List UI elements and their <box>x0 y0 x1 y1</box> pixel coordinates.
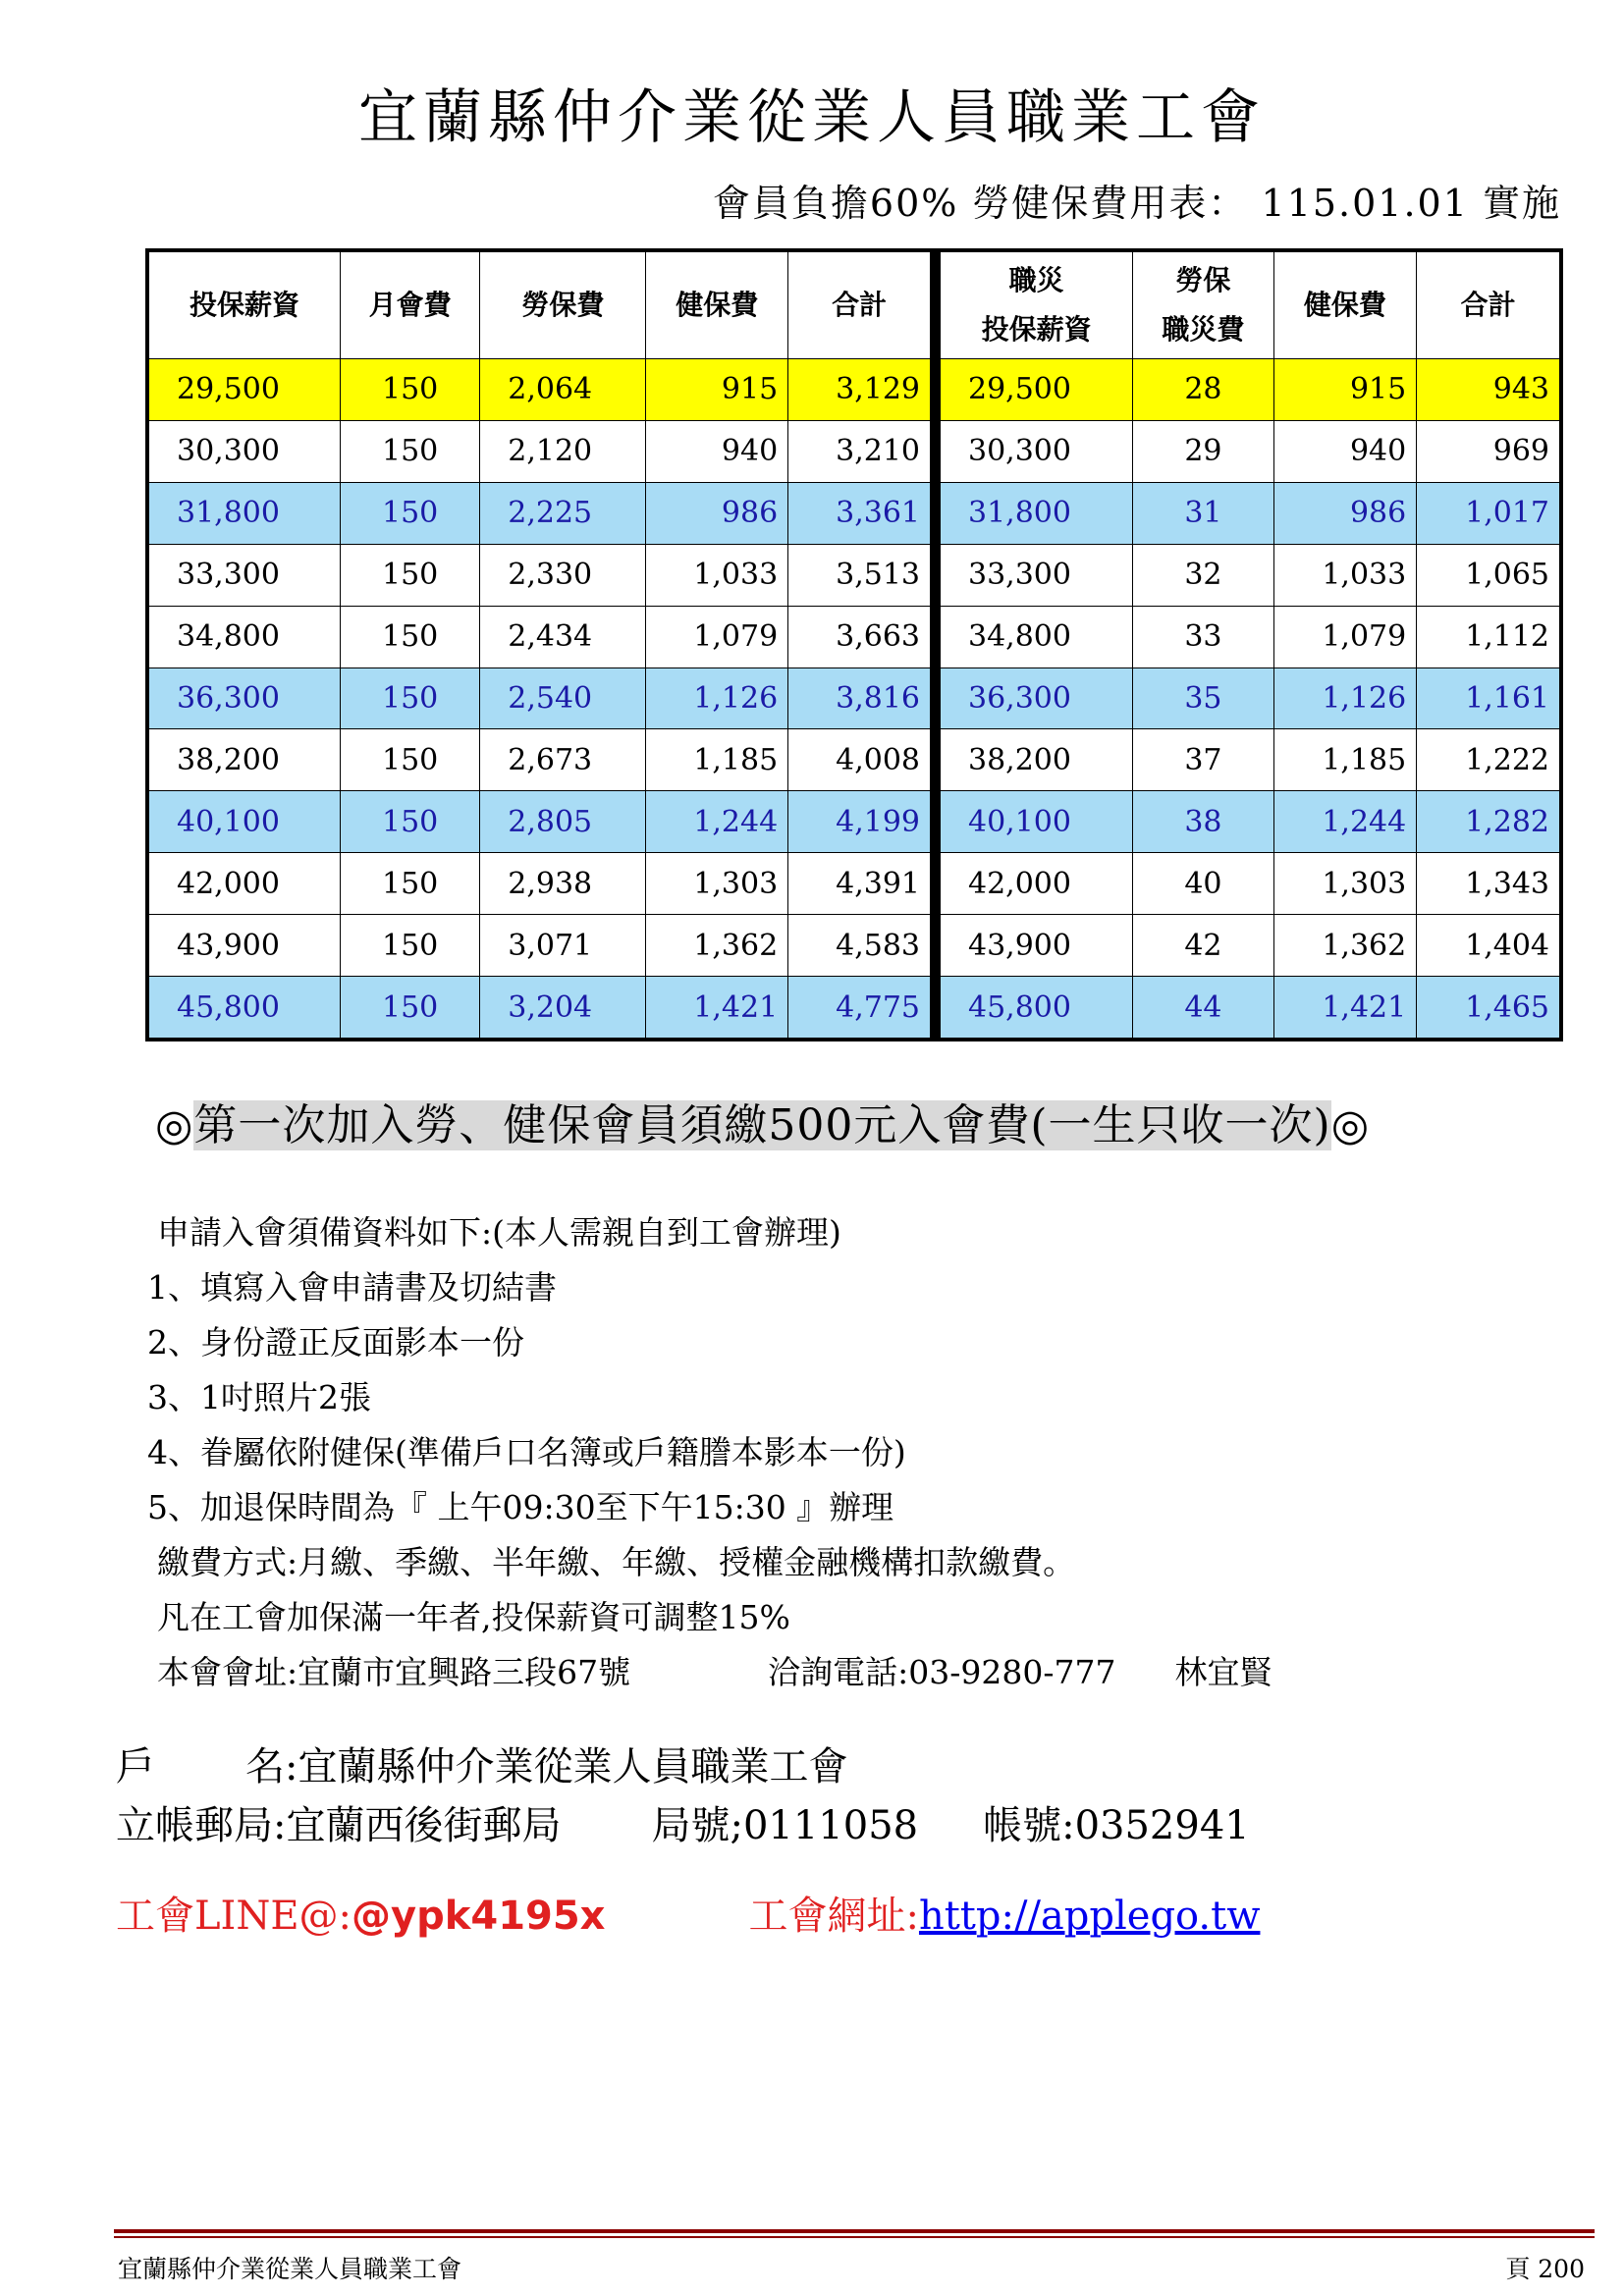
cell-insured-salary: 45,800 <box>149 977 341 1039</box>
cell-total: 1,065 <box>1417 544 1560 606</box>
account-name-value: 宜蘭縣仲介業從業人員職業工會 <box>298 1744 848 1789</box>
cell-total: 3,513 <box>788 544 931 606</box>
cell-health-insurance: 986 <box>646 482 788 544</box>
col-header-occupational-fee-line2: 職災費 <box>1162 313 1245 346</box>
table-row <box>941 359 1560 421</box>
cell-health-insurance: 1,185 <box>1273 729 1417 791</box>
cell-health-insurance: 1,244 <box>646 791 788 853</box>
cell-total: 1,404 <box>1417 915 1560 977</box>
table-row <box>149 915 931 977</box>
cell-labor-insurance: 2,540 <box>480 667 646 729</box>
cell-health-insurance: 1,185 <box>646 729 788 791</box>
cell-monthly-fee: 150 <box>341 791 480 853</box>
bank-account-section <box>116 1737 1250 1855</box>
col-header-occupational-salary <box>941 252 1133 359</box>
table-row <box>149 791 931 853</box>
cell-health-insurance: 915 <box>1273 359 1417 421</box>
col-header-insured-salary: 投保薪資 <box>149 252 341 359</box>
cell-health-insurance: 1,421 <box>1273 977 1417 1039</box>
cell-health-insurance: 940 <box>1273 420 1417 482</box>
account-number: 帳號:0352941 <box>983 1803 1250 1848</box>
cell-occupational-fee: 29 <box>1133 420 1273 482</box>
cell-total: 1,112 <box>1417 606 1560 667</box>
notice-prefix-symbol: ◎ <box>155 1100 194 1150</box>
fee-table <box>145 248 1563 1041</box>
footer-divider-thin <box>114 2236 1595 2238</box>
cell-total: 1,282 <box>1417 791 1560 853</box>
account-name-label-2: 名: <box>245 1744 298 1789</box>
table-row <box>941 853 1560 915</box>
table-row <box>941 791 1560 853</box>
table-row <box>149 977 931 1039</box>
cell-occupational-fee: 42 <box>1133 915 1273 977</box>
cell-health-insurance: 940 <box>646 420 788 482</box>
cell-occupational-salary: 43,900 <box>941 915 1133 977</box>
cell-health-insurance: 1,362 <box>646 915 788 977</box>
cell-health-insurance: 1,303 <box>646 853 788 915</box>
cell-total: 943 <box>1417 359 1560 421</box>
cell-insured-salary: 43,900 <box>149 915 341 977</box>
col-header-occupational-salary-line1: 職災 <box>1008 264 1064 296</box>
table-row <box>149 420 931 482</box>
cell-occupational-fee: 40 <box>1133 853 1273 915</box>
cell-health-insurance: 986 <box>1273 482 1417 544</box>
cell-occupational-salary: 30,300 <box>941 420 1133 482</box>
cell-occupational-fee: 44 <box>1133 977 1273 1039</box>
table-row <box>941 544 1560 606</box>
cell-monthly-fee: 150 <box>341 977 480 1039</box>
requirement-item: 5、加退保時間為『 上午09:30至下午15:30 』辦理 <box>147 1488 894 1526</box>
cell-health-insurance: 1,033 <box>1273 544 1417 606</box>
cell-occupational-fee: 35 <box>1133 667 1273 729</box>
cell-total: 1,017 <box>1417 482 1560 544</box>
cell-total: 3,210 <box>788 420 931 482</box>
cell-health-insurance: 1,421 <box>646 977 788 1039</box>
cell-health-insurance: 1,033 <box>646 544 788 606</box>
cell-insured-salary: 36,300 <box>149 667 341 729</box>
cell-labor-insurance: 3,071 <box>480 915 646 977</box>
cell-total: 3,361 <box>788 482 931 544</box>
fee-table-right <box>940 251 1560 1039</box>
footer-org-name: 宜蘭縣仲介業從業人員職業工會 <box>118 2255 462 2283</box>
cell-occupational-fee: 32 <box>1133 544 1273 606</box>
col-header-labor-insurance: 勞保費 <box>480 252 646 359</box>
cell-health-insurance: 1,079 <box>646 606 788 667</box>
cell-occupational-fee: 28 <box>1133 359 1273 421</box>
cell-health-insurance: 1,303 <box>1273 853 1417 915</box>
cell-monthly-fee: 150 <box>341 606 480 667</box>
cell-monthly-fee: 150 <box>341 420 480 482</box>
cell-total: 1,465 <box>1417 977 1560 1039</box>
line-id[interactable]: @ypk4195x <box>352 1894 606 1939</box>
cell-labor-insurance: 2,064 <box>480 359 646 421</box>
table-row <box>149 729 931 791</box>
requirement-item: 3、1吋照片2張 <box>147 1378 371 1416</box>
cell-monthly-fee: 150 <box>341 853 480 915</box>
post-office-row <box>116 1796 1250 1855</box>
requirement-item: 4、眷屬依附健保(準備戶口名簿或戶籍謄本影本一份) <box>147 1433 906 1471</box>
cell-insured-salary: 38,200 <box>149 729 341 791</box>
contact-phone: 洽詢電話:03-9280-777 <box>768 1653 1116 1691</box>
membership-fee-notice <box>155 1090 1370 1152</box>
col-header-health-insurance-right: 健保費 <box>1273 252 1417 359</box>
cell-health-insurance: 1,079 <box>1273 606 1417 667</box>
cell-occupational-fee: 31 <box>1133 482 1273 544</box>
cell-health-insurance: 1,362 <box>1273 915 1417 977</box>
cell-occupational-salary: 36,300 <box>941 667 1133 729</box>
cell-total: 1,343 <box>1417 853 1560 915</box>
cell-total: 4,391 <box>788 853 931 915</box>
cell-labor-insurance: 2,434 <box>480 606 646 667</box>
cell-total: 4,583 <box>788 915 931 977</box>
col-header-health-insurance: 健保費 <box>646 252 788 359</box>
cell-occupational-fee: 38 <box>1133 791 1273 853</box>
table-row <box>149 544 931 606</box>
table-row <box>941 667 1560 729</box>
cell-total: 969 <box>1417 420 1560 482</box>
cell-health-insurance: 1,244 <box>1273 791 1417 853</box>
cell-insured-salary: 29,500 <box>149 359 341 421</box>
cell-occupational-salary: 33,300 <box>941 544 1133 606</box>
website-label: 工會網址: <box>748 1894 919 1939</box>
table-row <box>941 977 1560 1039</box>
cell-total: 4,199 <box>788 791 931 853</box>
fee-table-left-header <box>149 252 931 359</box>
cell-occupational-salary: 38,200 <box>941 729 1133 791</box>
cell-monthly-fee: 150 <box>341 544 480 606</box>
line-label: 工會LINE@: <box>116 1894 352 1939</box>
post-office-number: 局號;0111058 <box>651 1803 919 1848</box>
contact-person: 林宜賢 <box>1174 1653 1272 1691</box>
table-row <box>941 729 1560 791</box>
website-link[interactable]: http://applego.tw <box>918 1894 1261 1939</box>
cell-labor-insurance: 2,938 <box>480 853 646 915</box>
table-row <box>941 420 1560 482</box>
contact-section <box>116 1885 1260 1941</box>
requirement-item: 1、填寫入會申請書及切結書 <box>147 1268 557 1307</box>
cell-occupational-fee: 33 <box>1133 606 1273 667</box>
footer-page-number: 頁 200 <box>1505 2255 1585 2283</box>
cell-monthly-fee: 150 <box>341 915 480 977</box>
cell-insured-salary: 40,100 <box>149 791 341 853</box>
requirements-intro: 申請入會須備資料如下:(本人需親自到工會辦理) <box>157 1213 841 1252</box>
cell-total: 3,816 <box>788 667 931 729</box>
document-title: 宜蘭縣仲介業從業人員職業工會 <box>358 83 1266 152</box>
col-header-occupational-salary-line2: 投保薪資 <box>981 313 1092 346</box>
col-header-monthly-fee: 月會費 <box>341 252 480 359</box>
cell-health-insurance: 915 <box>646 359 788 421</box>
col-header-occupational-fee-line1: 勞保 <box>1175 264 1231 296</box>
table-row <box>149 667 931 729</box>
table-row <box>149 606 931 667</box>
cell-total: 3,129 <box>788 359 931 421</box>
payment-methods: 繳費方式:月繳、季繳、半年繳、年繳、授權金融機構扣款繳費。 <box>157 1543 1076 1581</box>
document-subtitle: 會員負擔60% 勞健保費用表： 115.01.01 實施 <box>712 182 1561 225</box>
cell-insured-salary: 33,300 <box>149 544 341 606</box>
cell-occupational-fee: 37 <box>1133 729 1273 791</box>
col-header-occupational-fee <box>1133 252 1273 359</box>
union-address: 本會會址:宜蘭市宜興路三段67號 <box>157 1653 631 1691</box>
table-row <box>941 915 1560 977</box>
cell-labor-insurance: 2,225 <box>480 482 646 544</box>
col-header-total: 合計 <box>788 252 931 359</box>
salary-adjust-note: 凡在工會加保滿一年者,投保薪資可調整15% <box>157 1598 790 1636</box>
account-name-label-1: 戶 <box>116 1744 155 1789</box>
cell-labor-insurance: 2,330 <box>480 544 646 606</box>
post-office-value: 宜蘭西後街郵局 <box>286 1803 562 1848</box>
table-row <box>149 482 931 544</box>
post-office-label: 立帳郵局: <box>116 1803 287 1848</box>
fee-table-right-header <box>941 252 1560 359</box>
requirement-item: 2、身份證正反面影本一份 <box>147 1323 524 1362</box>
cell-occupational-salary: 45,800 <box>941 977 1133 1039</box>
notice-suffix-symbol: ◎ <box>1330 1100 1371 1150</box>
cell-total: 1,222 <box>1417 729 1560 791</box>
address-line <box>157 1645 1272 1700</box>
cell-health-insurance: 1,126 <box>1273 667 1417 729</box>
cell-labor-insurance: 2,805 <box>480 791 646 853</box>
notice-text: 第一次加入勞、健保會員須繳500元入會費(一生只收一次) <box>193 1100 1331 1150</box>
cell-occupational-salary: 42,000 <box>941 853 1133 915</box>
cell-labor-insurance: 2,120 <box>480 420 646 482</box>
table-row <box>149 853 931 915</box>
cell-health-insurance: 1,126 <box>646 667 788 729</box>
cell-insured-salary: 42,000 <box>149 853 341 915</box>
requirements-section <box>147 1205 1272 1700</box>
cell-occupational-salary: 40,100 <box>941 791 1133 853</box>
cell-total: 1,161 <box>1417 667 1560 729</box>
account-name-row <box>116 1737 1250 1796</box>
cell-monthly-fee: 150 <box>341 667 480 729</box>
cell-monthly-fee: 150 <box>341 359 480 421</box>
cell-insured-salary: 31,800 <box>149 482 341 544</box>
cell-labor-insurance: 2,673 <box>480 729 646 791</box>
cell-insured-salary: 30,300 <box>149 420 341 482</box>
cell-total: 3,663 <box>788 606 931 667</box>
cell-monthly-fee: 150 <box>341 482 480 544</box>
footer-divider <box>114 2229 1595 2233</box>
cell-occupational-salary: 29,500 <box>941 359 1133 421</box>
table-row <box>941 606 1560 667</box>
table-row <box>941 482 1560 544</box>
cell-occupational-salary: 34,800 <box>941 606 1133 667</box>
cell-total: 4,008 <box>788 729 931 791</box>
fee-table-left <box>148 251 931 1039</box>
table-row <box>149 359 931 421</box>
cell-labor-insurance: 3,204 <box>480 977 646 1039</box>
cell-monthly-fee: 150 <box>341 729 480 791</box>
cell-insured-salary: 34,800 <box>149 606 341 667</box>
cell-total: 4,775 <box>788 977 931 1039</box>
cell-occupational-salary: 31,800 <box>941 482 1133 544</box>
col-header-total-right: 合計 <box>1417 252 1560 359</box>
